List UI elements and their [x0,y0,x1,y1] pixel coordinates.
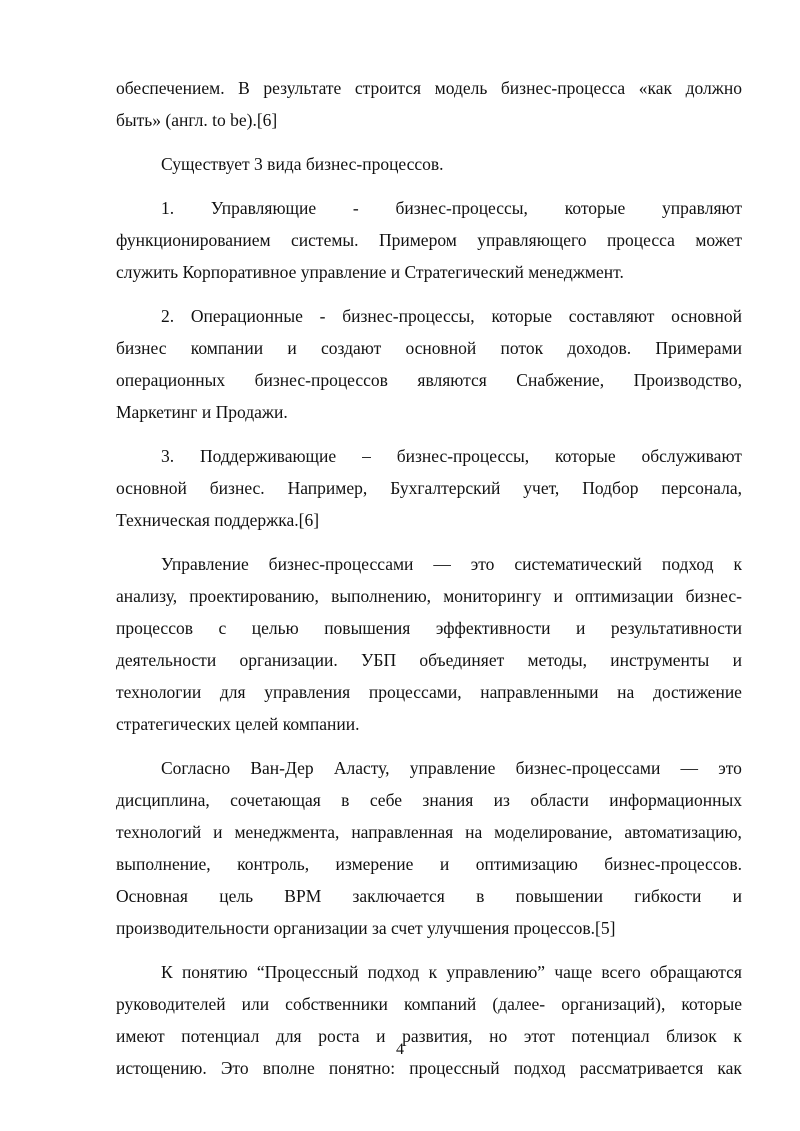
word: УБП [361,650,397,670]
word: менеджмента, [234,822,340,842]
text-line: быть» (англ. to be).[6] [116,110,278,130]
word: BPM [284,886,322,906]
word: К [161,962,173,982]
text-line [116,816,742,848]
word: Примером [378,230,457,250]
word: направленными [480,682,599,702]
word: дисциплина, [116,790,210,810]
word: (далее- [492,994,546,1014]
text-line [116,880,742,912]
word: оптимизации [575,586,674,606]
word: которые [491,306,553,326]
word: оптимизацию [475,854,578,874]
paragraph [116,300,742,428]
word: к [733,1026,742,1046]
word: — [680,758,699,778]
text-line [116,580,742,612]
word: понятию [181,962,248,982]
text-line [116,784,742,816]
word: и [287,338,297,358]
word: доходов. [567,338,632,358]
word: бизнес-процессов. [604,854,742,874]
word: основной [116,478,187,498]
text-line: служить Корпоративное управление и Стратегический менеджмент. [116,262,624,282]
word: Примерами [655,338,742,358]
paragraph [116,192,742,288]
word: всего [601,962,641,982]
text-line: Существует 3 вида бизнес-процессов. [161,154,444,174]
word: Производство, [633,370,742,390]
word: 2. [161,306,175,326]
text-line [116,472,742,504]
word: бизнес-процессы, [396,446,530,466]
word: автоматизацию, [624,822,742,842]
text-line [116,72,742,104]
word: и [213,822,223,842]
word: «как [638,78,673,98]
word: это [718,758,742,778]
text-line: производительности организации за счет улучшения процессов.[5] [116,918,616,938]
word: может [695,230,742,250]
word: управления [264,682,351,702]
word: как [717,1058,742,1078]
word: персонала, [661,478,742,498]
text-line [116,192,742,224]
word: и [732,650,742,670]
word: этот [523,1026,555,1046]
word: целью [251,618,299,638]
word: бизнес-процессами [515,758,661,778]
word: подход [513,1058,566,1078]
word: обращаются [650,962,742,982]
word: и [376,1026,386,1046]
word: обеспечением. [116,78,225,98]
word: процессами, [368,682,462,702]
page-number: 4 [396,1041,404,1058]
word: с [218,618,227,638]
word: управлению” [446,962,546,982]
word: процессный [409,1058,500,1078]
word: знания [422,790,474,810]
word: которые [555,446,616,466]
word: на [617,682,635,702]
text-line [116,612,742,644]
word: основной [405,338,477,358]
word: основной [671,306,742,326]
word: функционированием [116,230,271,250]
word: операционных [116,370,226,390]
word: строится [354,78,422,98]
word: процессов [116,618,193,638]
word: бизнес [116,338,167,358]
word: измерение [335,854,414,874]
word: эффективности [435,618,551,638]
word: являются [417,370,487,390]
word: повышении [515,886,604,906]
word: достижение [652,682,742,702]
word: для [275,1026,302,1046]
text-line [116,676,742,708]
word: и [439,854,450,874]
word: инструменты [610,650,710,670]
word: методы, [527,650,588,670]
word: чаще [554,962,593,982]
word: цель [219,886,254,906]
text-line [116,752,742,784]
word: области [530,790,589,810]
word: к [428,962,438,982]
text-line [116,548,742,580]
word: контроль, [237,854,310,874]
word: которые [681,994,742,1014]
word: Операционные [190,306,303,326]
word: понятно: [328,1058,396,1078]
word: Аласту, [333,758,390,778]
word: результативности [610,618,742,638]
word: бизнес-процессов [254,370,388,390]
text-line [116,364,742,396]
word: “Процессный [256,962,359,982]
word: 1. [161,198,175,218]
word: Согласно [161,758,231,778]
word: истощению. [116,1058,207,1078]
word: результате [263,78,342,98]
paragraph [116,752,742,944]
word: Подбор [582,478,639,498]
word: Управление [161,554,249,574]
word: близок [666,1026,717,1046]
word: направленная [351,822,454,842]
word: процесса [606,230,675,250]
word: развития, [402,1026,473,1046]
word: поток [500,338,544,358]
word: 3. [161,446,175,466]
word: вполне [262,1058,315,1078]
text-line [116,224,742,256]
word: технологии [116,682,202,702]
word: мониторингу [443,586,542,606]
word: которые [564,198,626,218]
word: и [576,618,586,638]
word: управление [409,758,496,778]
word: Снабжение, [516,370,605,390]
word: на [465,822,483,842]
word: управляют [662,198,742,218]
word: в [341,790,350,810]
paragraph [116,148,742,180]
word: Управляющие [210,198,317,218]
word: подход [367,962,420,982]
word: бизнес-процессами [268,554,414,574]
word: Поддерживающие [200,446,337,466]
word: себе [369,790,403,810]
text-line [116,332,742,364]
word: бизнес- [685,586,742,606]
word: имеют [116,1026,165,1046]
word: заключается [352,886,445,906]
word: бизнес-процессы, [342,306,475,326]
text-line [116,644,742,676]
word: бизнес-процессы, [395,198,528,218]
word: сочетающая [230,790,321,810]
word: роста [318,1026,360,1046]
paragraph [116,956,742,1084]
word: гибкости [634,886,702,906]
word: технологий [116,822,202,842]
word: обслуживают [641,446,742,466]
text-line: Техническая поддержка.[6] [116,510,320,530]
word: Основная [116,886,188,906]
text-line [116,440,742,472]
paragraph [116,72,742,136]
word: и [553,586,563,606]
word: объединяет [419,650,505,670]
text-line [116,300,742,332]
word: - [319,306,326,326]
word: руководителей [116,994,226,1014]
word: к [733,554,742,574]
word: бизнес-процесса [500,78,626,98]
word: модель [434,78,488,98]
word: – [362,446,371,466]
paragraph [116,440,742,536]
word: собственники [285,994,388,1014]
word: — [433,554,451,574]
word: систематический [514,554,642,574]
word: или [241,994,270,1014]
word: выполнение, [116,854,211,874]
word: системы. [291,230,359,250]
word: В [238,78,250,98]
word: Это [220,1058,249,1078]
word: повышения [324,618,411,638]
word: для [219,682,246,702]
word: управляющего [477,230,587,250]
word: составляют [568,306,655,326]
word: учет, [523,478,560,498]
word: компании [190,338,264,358]
word: Ван-Дер [250,758,314,778]
word: проектированию, [189,586,319,606]
word: деятельности [116,650,217,670]
word: организаций), [561,994,666,1014]
text-line: Маркетинг и Продажи. [116,402,288,422]
word: но [489,1026,508,1046]
word: в [476,886,485,906]
word: компаний [403,994,477,1014]
paragraph [116,548,742,740]
word: Например, [287,478,368,498]
word: организации. [239,650,338,670]
text-line [116,848,742,880]
word: создают [320,338,382,358]
word: должно [685,78,742,98]
word: бизнес. [209,478,265,498]
word: - [352,198,359,218]
body-text [116,72,742,1084]
word: Бухгалтерский [390,478,501,498]
word: потенциал [571,1026,650,1046]
word: и [732,886,742,906]
word: выполнению, [331,586,432,606]
text-line [116,956,742,988]
word: рассматривается [579,1058,704,1078]
text-line: стратегических целей компании. [116,714,360,734]
word: моделирование, [494,822,613,842]
word: анализу, [116,586,178,606]
word: потенциал [181,1026,260,1046]
word: из [493,790,510,810]
word: подход [661,554,714,574]
text-line [116,988,742,1020]
word: это [470,554,495,574]
word: информационных [609,790,742,810]
